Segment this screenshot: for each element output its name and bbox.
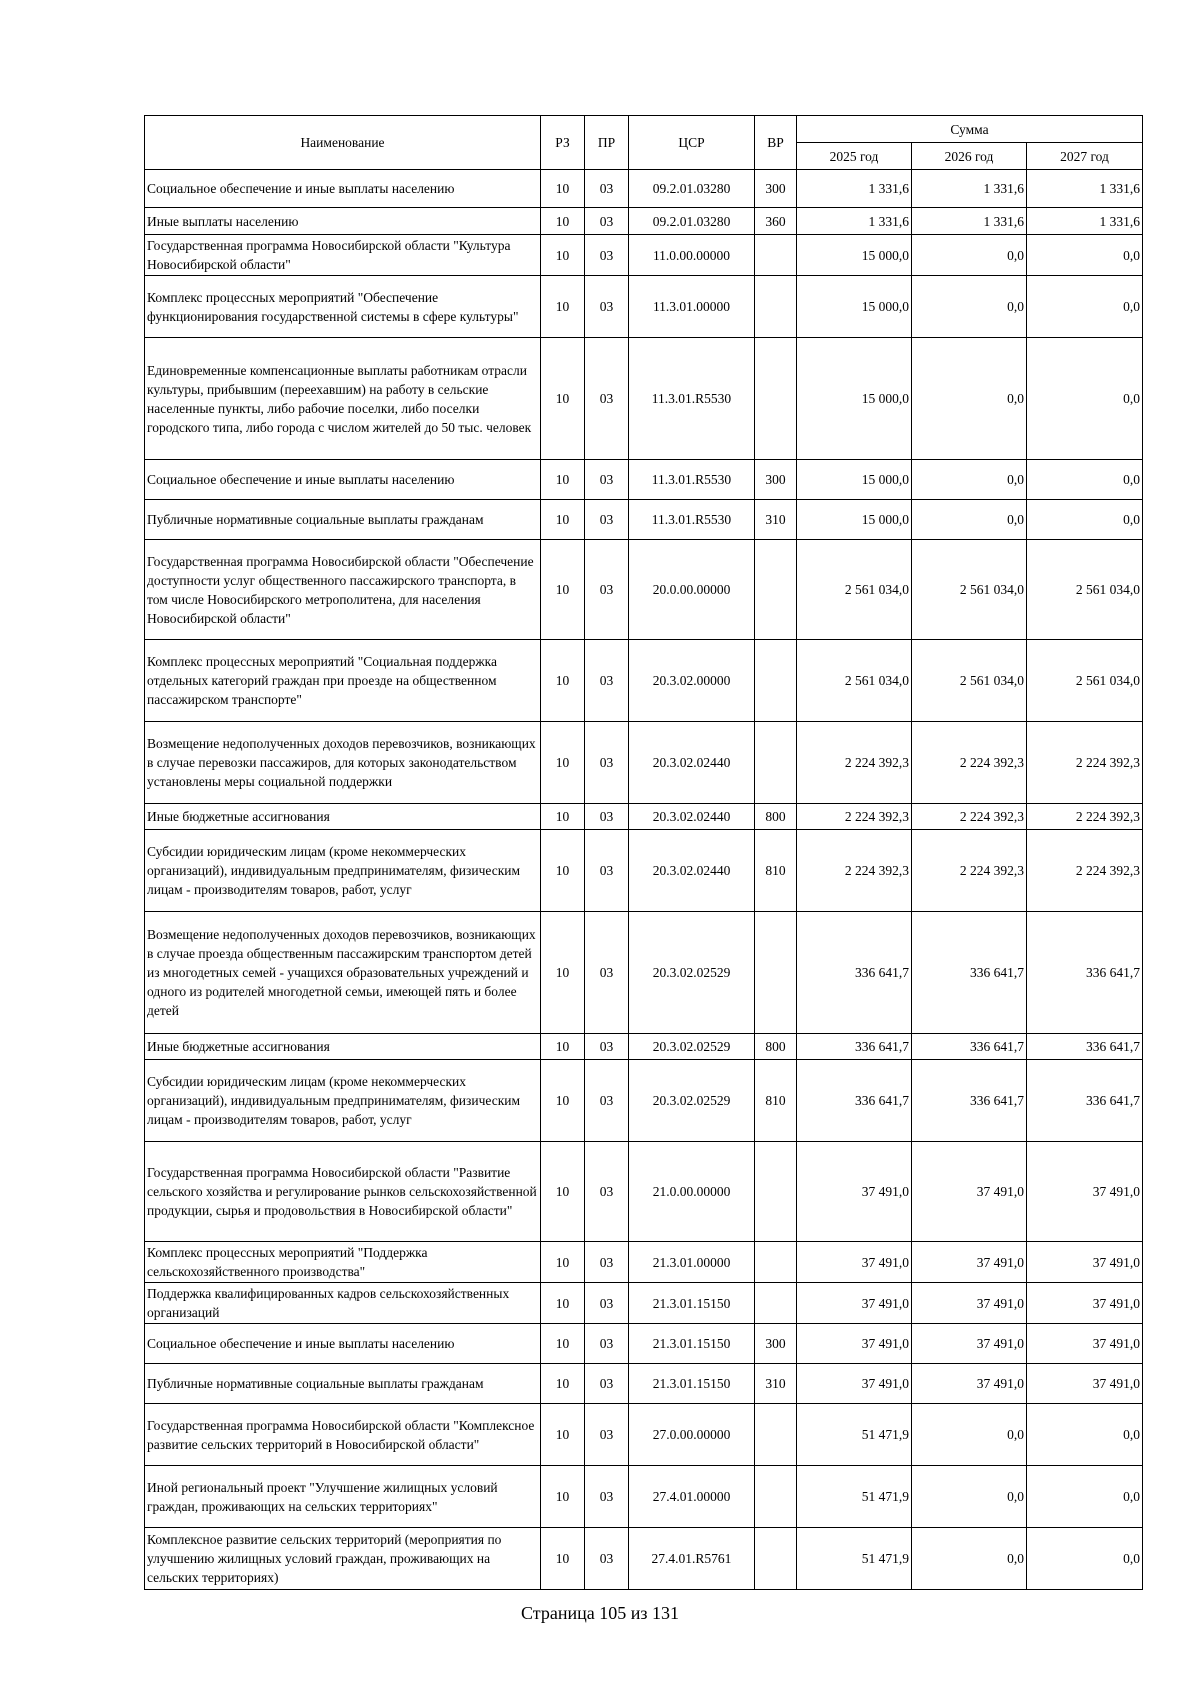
cell-vr: 300	[755, 1324, 797, 1364]
cell-2025: 51 471,9	[797, 1528, 912, 1590]
table-row	[145, 170, 1143, 208]
cell-2025: 336 641,7	[797, 1060, 912, 1142]
cell-rz: 10	[541, 1404, 585, 1466]
cell-2027: 336 641,7	[1027, 912, 1143, 1034]
cell-pr: 03	[585, 460, 629, 500]
cell-name: Государственная программа Новосибирской области "Обеспечение доступности услуг общественного пассажирского транспорта, в том числе Новосибирского метрополитена, для населения Новосибирской области"	[145, 540, 541, 640]
cell-csr: 20.3.02.02529	[629, 1034, 755, 1060]
cell-2025: 336 641,7	[797, 1034, 912, 1060]
cell-2025: 2 561 034,0	[797, 540, 912, 640]
cell-vr	[755, 912, 797, 1034]
cell-2026: 1 331,6	[912, 208, 1027, 235]
cell-2025: 37 491,0	[797, 1283, 912, 1324]
cell-2026: 336 641,7	[912, 1060, 1027, 1142]
cell-csr: 27.4.01.00000	[629, 1466, 755, 1528]
cell-2025: 51 471,9	[797, 1404, 912, 1466]
table-row	[145, 1242, 1143, 1283]
cell-pr: 03	[585, 540, 629, 640]
cell-pr: 03	[585, 640, 629, 722]
table-body	[145, 170, 1143, 1590]
cell-2027: 37 491,0	[1027, 1242, 1143, 1283]
cell-2025: 37 491,0	[797, 1142, 912, 1242]
cell-rz: 10	[541, 722, 585, 804]
cell-2026: 336 641,7	[912, 1034, 1027, 1060]
cell-rz: 10	[541, 170, 585, 208]
cell-rz: 10	[541, 804, 585, 830]
cell-name: Субсидии юридическим лицам (кроме некоммерческих организаций), индивидуальным предпринимателям, физическим лицам - производителям товаров, работ, услуг	[145, 1060, 541, 1142]
table-row	[145, 1283, 1143, 1324]
cell-2025: 2 224 392,3	[797, 722, 912, 804]
table-row	[145, 640, 1143, 722]
cell-rz: 10	[541, 640, 585, 722]
cell-2026: 0,0	[912, 1404, 1027, 1466]
budget-table	[144, 115, 1143, 1590]
cell-csr: 20.0.00.00000	[629, 540, 755, 640]
cell-rz: 10	[541, 1466, 585, 1528]
table-row	[145, 276, 1143, 338]
cell-name: Субсидии юридическим лицам (кроме некоммерческих организаций), индивидуальным предпринимателям, физическим лицам - производителям товаров, работ, услуг	[145, 830, 541, 912]
cell-name: Публичные нормативные социальные выплаты гражданам	[145, 1364, 541, 1404]
cell-name: Возмещение недополученных доходов перевозчиков, возникающих в случае перевозки пассажиров, для которых законодательством установлены меры социальной поддержки	[145, 722, 541, 804]
cell-2027: 2 224 392,3	[1027, 722, 1143, 804]
cell-2027: 0,0	[1027, 460, 1143, 500]
cell-csr: 11.3.01.R5530	[629, 460, 755, 500]
cell-pr: 03	[585, 276, 629, 338]
cell-pr: 03	[585, 830, 629, 912]
cell-2025: 37 491,0	[797, 1324, 912, 1364]
cell-name: Комплекс процессных мероприятий "Обеспечение функционирования государственной системы в сфере культуры"	[145, 276, 541, 338]
cell-rz: 10	[541, 338, 585, 460]
cell-rz: 10	[541, 540, 585, 640]
cell-2026: 2 224 392,3	[912, 830, 1027, 912]
cell-pr: 03	[585, 500, 629, 540]
cell-2026: 37 491,0	[912, 1283, 1027, 1324]
cell-2025: 15 000,0	[797, 338, 912, 460]
cell-vr: 810	[755, 830, 797, 912]
cell-pr: 03	[585, 804, 629, 830]
table-row	[145, 1466, 1143, 1528]
cell-2026: 1 331,6	[912, 170, 1027, 208]
header-2027: 2027 год	[1027, 143, 1143, 170]
cell-csr: 20.3.02.02440	[629, 722, 755, 804]
page-number: Страница 105 из 131	[521, 1603, 679, 1623]
table-row	[145, 1528, 1143, 1590]
cell-csr: 20.3.02.02529	[629, 912, 755, 1034]
cell-vr	[755, 1404, 797, 1466]
cell-2026: 37 491,0	[912, 1242, 1027, 1283]
cell-2026: 2 561 034,0	[912, 640, 1027, 722]
cell-vr: 810	[755, 1060, 797, 1142]
cell-vr: 300	[755, 460, 797, 500]
cell-2025: 2 224 392,3	[797, 804, 912, 830]
cell-pr: 03	[585, 208, 629, 235]
cell-pr: 03	[585, 1528, 629, 1590]
cell-pr: 03	[585, 1404, 629, 1466]
cell-name: Государственная программа Новосибирской области "Комплексное развитие сельских территорий в Новосибирской области"	[145, 1404, 541, 1466]
cell-csr: 11.3.01.R5530	[629, 500, 755, 540]
cell-vr	[755, 338, 797, 460]
cell-name: Социальное обеспечение и иные выплаты населению	[145, 170, 541, 208]
cell-2025: 15 000,0	[797, 460, 912, 500]
cell-csr: 27.0.00.00000	[629, 1404, 755, 1466]
cell-csr: 20.3.02.02440	[629, 804, 755, 830]
cell-rz: 10	[541, 500, 585, 540]
table-row	[145, 500, 1143, 540]
cell-rz: 10	[541, 1528, 585, 1590]
cell-pr: 03	[585, 1242, 629, 1283]
cell-2025: 1 331,6	[797, 170, 912, 208]
cell-pr: 03	[585, 235, 629, 276]
header-name: Наименование	[145, 116, 541, 170]
cell-pr: 03	[585, 170, 629, 208]
cell-2026: 37 491,0	[912, 1142, 1027, 1242]
cell-rz: 10	[541, 1324, 585, 1364]
cell-vr	[755, 235, 797, 276]
cell-pr: 03	[585, 722, 629, 804]
header-csr: ЦСР	[629, 116, 755, 170]
cell-2026: 0,0	[912, 338, 1027, 460]
cell-pr: 03	[585, 1034, 629, 1060]
cell-2027: 0,0	[1027, 500, 1143, 540]
cell-name: Социальное обеспечение и иные выплаты населению	[145, 1324, 541, 1364]
cell-name: Комплекс процессных мероприятий "Социальная поддержка отдельных категорий граждан при проезде на общественном пассажирском транспорте"	[145, 640, 541, 722]
cell-rz: 10	[541, 208, 585, 235]
cell-vr	[755, 1528, 797, 1590]
cell-csr: 20.3.02.02529	[629, 1060, 755, 1142]
header-sum: Сумма	[797, 116, 1143, 143]
cell-rz: 10	[541, 1364, 585, 1404]
cell-vr	[755, 540, 797, 640]
cell-2026: 0,0	[912, 1466, 1027, 1528]
cell-pr: 03	[585, 1283, 629, 1324]
cell-2026: 0,0	[912, 460, 1027, 500]
table-row	[145, 1364, 1143, 1404]
cell-csr: 11.0.00.00000	[629, 235, 755, 276]
cell-2026: 2 224 392,3	[912, 804, 1027, 830]
cell-2025: 37 491,0	[797, 1364, 912, 1404]
cell-vr	[755, 1466, 797, 1528]
cell-vr: 360	[755, 208, 797, 235]
cell-name: Социальное обеспечение и иные выплаты населению	[145, 460, 541, 500]
cell-name: Публичные нормативные социальные выплаты гражданам	[145, 500, 541, 540]
table-row	[145, 1142, 1143, 1242]
cell-csr: 09.2.01.03280	[629, 208, 755, 235]
table-row	[145, 912, 1143, 1034]
cell-2025: 1 331,6	[797, 208, 912, 235]
cell-rz: 10	[541, 830, 585, 912]
cell-2027: 37 491,0	[1027, 1324, 1143, 1364]
cell-2026: 37 491,0	[912, 1364, 1027, 1404]
cell-rz: 10	[541, 1060, 585, 1142]
cell-rz: 10	[541, 1283, 585, 1324]
cell-csr: 21.0.00.00000	[629, 1142, 755, 1242]
header-vr: ВР	[755, 116, 797, 170]
cell-name: Единовременные компенсационные выплаты работникам отрасли культуры, прибывшим (переехавшим) на работу в сельские населенные пункты, либо рабочие поселки, либо поселки городского типа, либо города с числом жителей до 50 тыс. человек	[145, 338, 541, 460]
cell-2027: 0,0	[1027, 1466, 1143, 1528]
cell-2026: 336 641,7	[912, 912, 1027, 1034]
table-row	[145, 804, 1143, 830]
cell-pr: 03	[585, 1142, 629, 1242]
cell-name: Иные бюджетные ассигнования	[145, 804, 541, 830]
cell-2027: 336 641,7	[1027, 1060, 1143, 1142]
cell-vr	[755, 276, 797, 338]
cell-2025: 2 224 392,3	[797, 830, 912, 912]
cell-name: Комплекс процессных мероприятий "Поддержка сельскохозяйственного производства"	[145, 1242, 541, 1283]
cell-rz: 10	[541, 1034, 585, 1060]
cell-2027: 336 641,7	[1027, 1034, 1143, 1060]
cell-2027: 0,0	[1027, 338, 1143, 460]
cell-rz: 10	[541, 912, 585, 1034]
cell-name: Иные бюджетные ассигнования	[145, 1034, 541, 1060]
cell-vr	[755, 722, 797, 804]
cell-csr: 27.4.01.R5761	[629, 1528, 755, 1590]
table-row	[145, 338, 1143, 460]
cell-2026: 2 224 392,3	[912, 722, 1027, 804]
cell-csr: 21.3.01.00000	[629, 1242, 755, 1283]
cell-2027: 2 224 392,3	[1027, 804, 1143, 830]
cell-pr: 03	[585, 1364, 629, 1404]
cell-2025: 2 561 034,0	[797, 640, 912, 722]
cell-vr: 310	[755, 500, 797, 540]
cell-csr: 21.3.01.15150	[629, 1283, 755, 1324]
cell-2027: 1 331,6	[1027, 208, 1143, 235]
cell-2025: 336 641,7	[797, 912, 912, 1034]
cell-rz: 10	[541, 235, 585, 276]
cell-2025: 51 471,9	[797, 1466, 912, 1528]
cell-2026: 0,0	[912, 500, 1027, 540]
cell-2025: 15 000,0	[797, 235, 912, 276]
cell-2027: 2 224 392,3	[1027, 830, 1143, 912]
cell-2025: 37 491,0	[797, 1242, 912, 1283]
cell-name: Иной региональный проект "Улучшение жилищных условий граждан, проживающих на сельских территориях"	[145, 1466, 541, 1528]
table-row	[145, 208, 1143, 235]
cell-name: Иные выплаты населению	[145, 208, 541, 235]
cell-pr: 03	[585, 912, 629, 1034]
header-2026: 2026 год	[912, 143, 1027, 170]
cell-vr	[755, 1142, 797, 1242]
cell-2025: 15 000,0	[797, 500, 912, 540]
cell-vr: 310	[755, 1364, 797, 1404]
cell-2027: 2 561 034,0	[1027, 640, 1143, 722]
cell-pr: 03	[585, 1060, 629, 1142]
cell-name: Поддержка квалифицированных кадров сельскохозяйственных организаций	[145, 1283, 541, 1324]
header-2025: 2025 год	[797, 143, 912, 170]
cell-2027: 0,0	[1027, 1528, 1143, 1590]
table-row	[145, 722, 1143, 804]
cell-vr	[755, 1283, 797, 1324]
cell-2026: 0,0	[912, 276, 1027, 338]
header-rz: РЗ	[541, 116, 585, 170]
cell-name: Государственная программа Новосибирской области "Развитие сельского хозяйства и регулирование рынков сельскохозяйственной продукции, сырья и продовольствия в Новосибирской области"	[145, 1142, 541, 1242]
cell-2025: 15 000,0	[797, 276, 912, 338]
table-row	[145, 1324, 1143, 1364]
table-row	[145, 540, 1143, 640]
cell-name: Возмещение недополученных доходов перевозчиков, возникающих в случае проезда общественным пассажирским транспортом детей из многодетных семей - учащихся образовательных учреждений и одного из родителей многодетной семьи, имеющей пять и более детей	[145, 912, 541, 1034]
cell-pr: 03	[585, 338, 629, 460]
cell-2026: 37 491,0	[912, 1324, 1027, 1364]
cell-rz: 10	[541, 460, 585, 500]
cell-csr: 09.2.01.03280	[629, 170, 755, 208]
cell-name: Государственная программа Новосибирской области "Культура Новосибирской области"	[145, 235, 541, 276]
header-pr: ПР	[585, 116, 629, 170]
table-row	[145, 235, 1143, 276]
cell-vr	[755, 640, 797, 722]
table-row	[145, 1404, 1143, 1466]
cell-pr: 03	[585, 1466, 629, 1528]
cell-csr: 20.3.02.00000	[629, 640, 755, 722]
cell-vr	[755, 1242, 797, 1283]
cell-2027: 2 561 034,0	[1027, 540, 1143, 640]
cell-2027: 37 491,0	[1027, 1142, 1143, 1242]
cell-2027: 0,0	[1027, 235, 1143, 276]
cell-rz: 10	[541, 1242, 585, 1283]
cell-2027: 1 331,6	[1027, 170, 1143, 208]
cell-rz: 10	[541, 1142, 585, 1242]
cell-pr: 03	[585, 1324, 629, 1364]
cell-2026: 0,0	[912, 235, 1027, 276]
cell-csr: 21.3.01.15150	[629, 1324, 755, 1364]
cell-name: Комплексное развитие сельских территорий (мероприятия по улучшению жилищных условий граждан, проживающих на сельских территориях)	[145, 1528, 541, 1590]
cell-vr: 300	[755, 170, 797, 208]
cell-csr: 20.3.02.02440	[629, 830, 755, 912]
table-row	[145, 1060, 1143, 1142]
cell-2027: 37 491,0	[1027, 1283, 1143, 1324]
cell-2027: 0,0	[1027, 276, 1143, 338]
table-row	[145, 1034, 1143, 1060]
cell-2026: 2 561 034,0	[912, 540, 1027, 640]
cell-csr: 11.3.01.00000	[629, 276, 755, 338]
cell-vr: 800	[755, 1034, 797, 1060]
table-header	[145, 116, 1143, 170]
table-row	[145, 460, 1143, 500]
cell-2027: 37 491,0	[1027, 1364, 1143, 1404]
cell-csr: 11.3.01.R5530	[629, 338, 755, 460]
cell-2026: 0,0	[912, 1528, 1027, 1590]
cell-rz: 10	[541, 276, 585, 338]
cell-csr: 21.3.01.15150	[629, 1364, 755, 1404]
table-row	[145, 830, 1143, 912]
cell-vr: 800	[755, 804, 797, 830]
cell-2027: 0,0	[1027, 1404, 1143, 1466]
